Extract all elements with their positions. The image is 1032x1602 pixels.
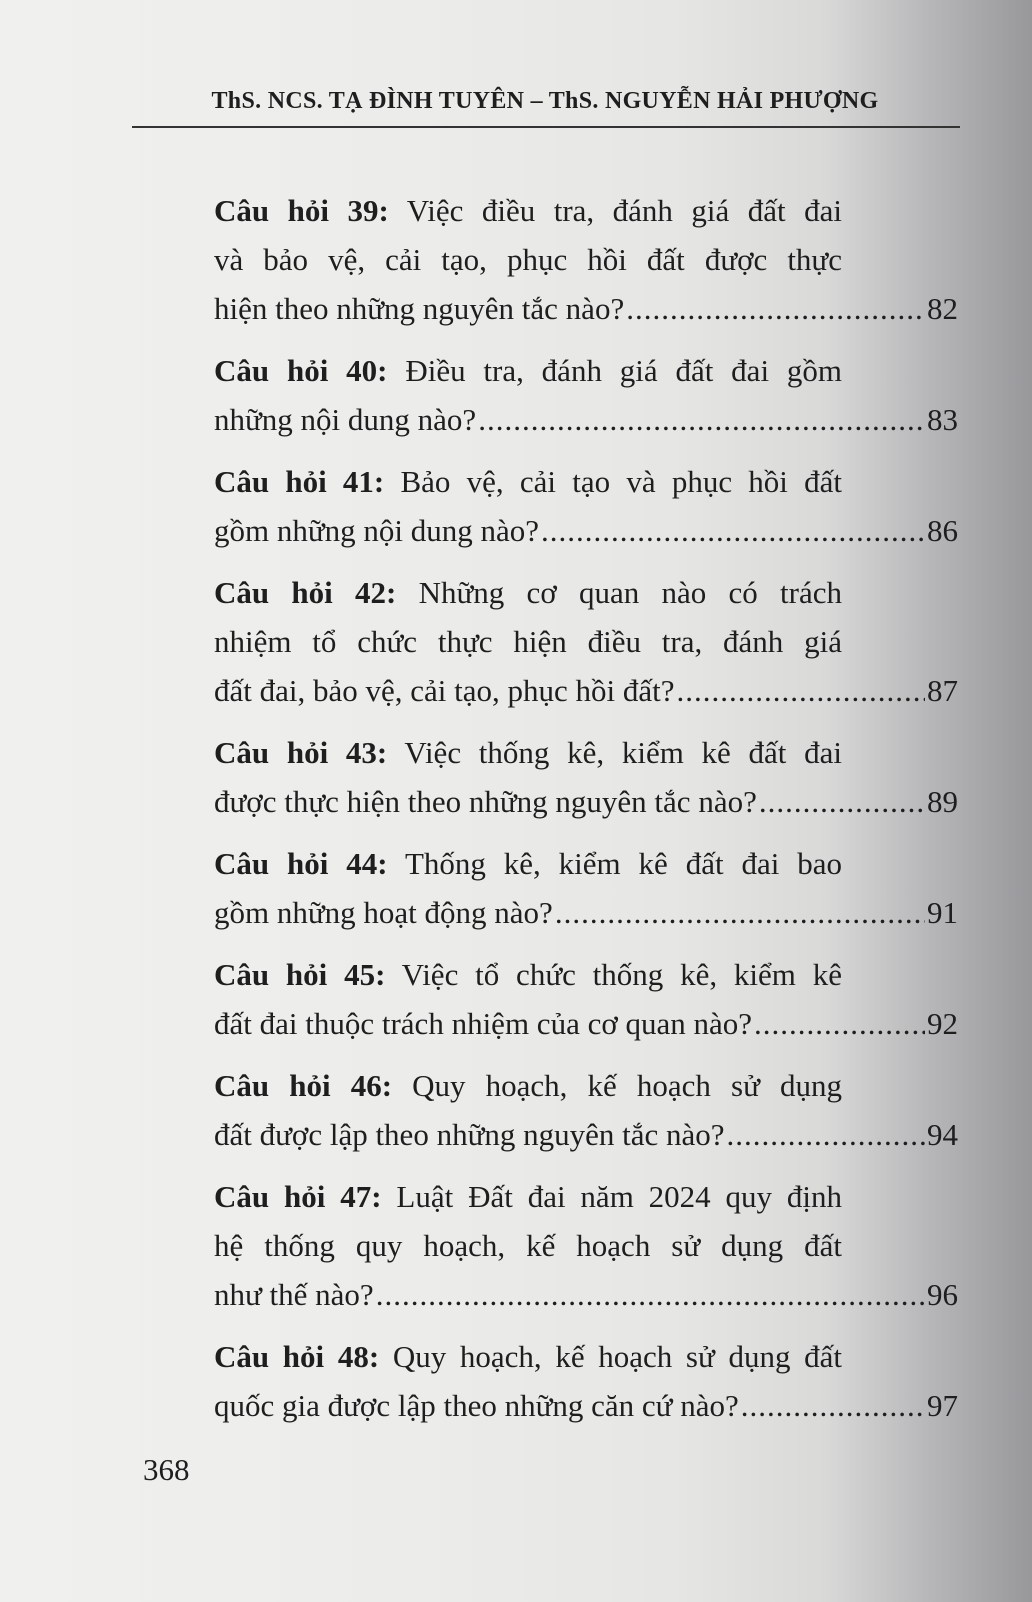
- toc-entry[interactable]: [214, 457, 958, 555]
- toc-entry[interactable]: [214, 1061, 958, 1159]
- toc-entry-first-line: [214, 1332, 842, 1381]
- leader-dots: [478, 395, 925, 444]
- question-label: Câu hỏi 45:: [214, 957, 386, 992]
- question-label: Câu hỏi 47:: [214, 1179, 382, 1214]
- leader-dots: [376, 1270, 925, 1319]
- table-of-contents: [214, 186, 958, 1443]
- question-text: Việc điều tra, đánh giá đất đai: [406, 193, 842, 228]
- toc-entry-last-line: [214, 777, 958, 826]
- question-text: đất đai, bảo vệ, cải tạo, phục hồi đất?: [214, 673, 675, 708]
- toc-entry-first-line: [214, 457, 842, 506]
- question-text: Điều tra, đánh giá đất đai gồm: [405, 353, 842, 388]
- question-text: Quy hoạch, kế hoạch sử dụng đất: [392, 1339, 842, 1374]
- question-text: Quy hoạch, kế hoạch sử dụng: [412, 1068, 842, 1103]
- toc-page-number: 82: [927, 291, 958, 326]
- question-label: Câu hỏi 40:: [214, 353, 388, 388]
- question-text: Bảo vệ, cải tạo và phục hồi đất: [400, 464, 842, 499]
- question-label: Câu hỏi 44:: [214, 846, 388, 881]
- toc-entry-last-line: [214, 666, 958, 715]
- toc-entry[interactable]: [214, 186, 958, 333]
- question-text: và bảo vệ, cải tạo, phục hồi đất được thực: [214, 242, 842, 277]
- question-label: Câu hỏi 41:: [214, 464, 385, 499]
- toc-entry-last-line: [214, 1110, 958, 1159]
- toc-entry-first-line: [214, 1061, 842, 1110]
- toc-entry[interactable]: [214, 839, 958, 937]
- toc-entry-first-line: [214, 346, 842, 395]
- toc-entry-first-line: [214, 1172, 842, 1221]
- toc-entry[interactable]: [214, 568, 958, 715]
- toc-entry[interactable]: [214, 728, 958, 826]
- leader-dots: [555, 888, 925, 937]
- page-number: 368: [143, 1452, 190, 1487]
- toc-entry-first-line: [214, 839, 842, 888]
- toc-entry[interactable]: [214, 1172, 958, 1319]
- toc-entry-last-line: [214, 888, 958, 937]
- toc-entry-first-line: [214, 186, 842, 235]
- toc-entry-last-line: [214, 284, 958, 333]
- toc-page-number: 91: [927, 895, 958, 930]
- toc-entry[interactable]: [214, 1332, 958, 1430]
- question-label: Câu hỏi 48:: [214, 1339, 380, 1374]
- toc-page-number: 87: [927, 673, 958, 708]
- toc-entry-last-line: [214, 1270, 958, 1319]
- toc-page-number: 97: [927, 1388, 958, 1423]
- toc-page-number: 92: [927, 1006, 958, 1041]
- leader-dots: [541, 506, 925, 555]
- toc-entry-last-line: [214, 1381, 958, 1430]
- toc-page-number: 83: [927, 402, 958, 437]
- question-text: đất được lập theo những nguyên tắc nào?: [214, 1117, 725, 1152]
- running-header: ThS. NCS. TẠ ĐÌNH TUYÊN – ThS. NGUYỄN HẢI PHƯỢNG: [211, 88, 879, 114]
- question-text: Thống kê, kiểm kê đất đai bao: [404, 846, 842, 881]
- toc-entry-first-line: [214, 568, 842, 617]
- question-label: Câu hỏi 46:: [214, 1068, 393, 1103]
- question-text: gồm những hoạt động nào?: [214, 895, 553, 930]
- leader-dots: [626, 284, 925, 333]
- question-text: hiện theo những nguyên tắc nào?: [214, 291, 625, 326]
- question-text: quốc gia được lập theo những căn cứ nào?: [214, 1388, 739, 1423]
- question-text: đất đai thuộc trách nhiệm của cơ quan nào?: [214, 1006, 753, 1041]
- question-text: những nội dung nào?: [214, 402, 477, 437]
- question-label: Câu hỏi 39:: [214, 193, 389, 228]
- leader-dots: [759, 777, 925, 826]
- question-text: gồm những nội dung nào?: [214, 513, 540, 548]
- toc-page-number: 89: [927, 784, 958, 819]
- question-text: Việc tổ chức thống kê, kiểm kê: [401, 957, 842, 992]
- toc-page-number: 86: [927, 513, 958, 548]
- toc-entry[interactable]: [214, 950, 958, 1048]
- leader-dots: [677, 666, 925, 715]
- question-text: nhiệm tổ chức thực hiện điều tra, đánh giá: [214, 624, 842, 659]
- question-label: Câu hỏi 43:: [214, 735, 388, 770]
- toc-page-number: 96: [927, 1277, 958, 1312]
- toc-entry-first-line: [214, 728, 842, 777]
- question-text: như thế nào?: [214, 1277, 374, 1312]
- question-text: Những cơ quan nào có trách: [418, 575, 842, 610]
- toc-entry-last-line: [214, 506, 958, 555]
- toc-entry-last-line: [214, 999, 958, 1048]
- toc-entry-last-line: [214, 395, 958, 444]
- question-text: Luật Đất đai năm 2024 quy định: [396, 1179, 842, 1214]
- leader-dots: [741, 1381, 925, 1430]
- question-text: được thực hiện theo những nguyên tắc nào?: [214, 784, 757, 819]
- leader-dots: [727, 1110, 925, 1159]
- question-text: Việc thống kê, kiểm kê đất đai: [404, 735, 842, 770]
- header-rule: [132, 126, 960, 128]
- leader-dots: [754, 999, 925, 1048]
- question-text: hệ thống quy hoạch, kế hoạch sử dụng đất: [214, 1228, 842, 1263]
- question-label: Câu hỏi 42:: [214, 575, 397, 610]
- toc-entry-first-line: [214, 950, 842, 999]
- toc-entry[interactable]: [214, 346, 958, 444]
- toc-page-number: 94: [927, 1117, 958, 1152]
